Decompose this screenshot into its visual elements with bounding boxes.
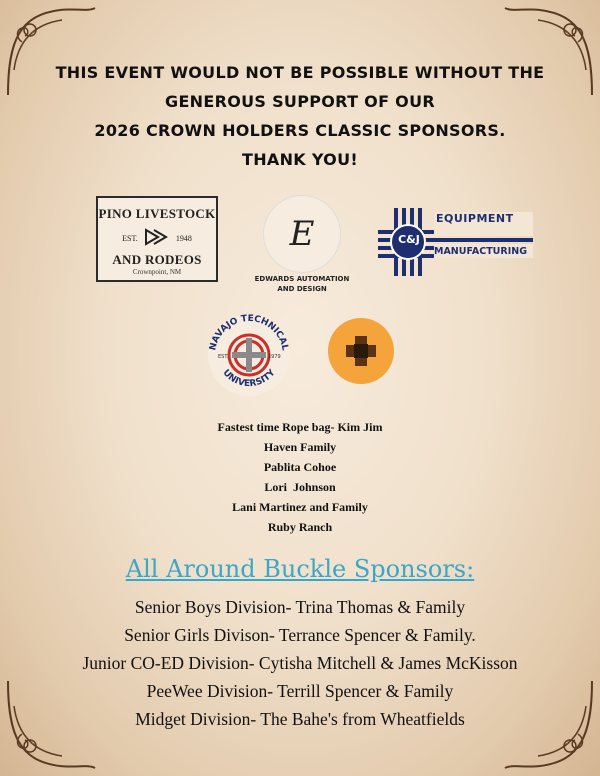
cj-word-manufacturing: MANUFACTURING	[434, 246, 527, 257]
ntu-est-label: EST.	[218, 354, 229, 360]
edwards-caption: EDWARDS AUTOMATION AND DESIGN	[254, 275, 350, 293]
list-item: PeeWee Division- Terrill Spencer & Family	[146, 681, 454, 701]
headline-line: GENEROUS SUPPORT OF OUR	[165, 92, 435, 111]
headline-line: THANK YOU!	[242, 150, 358, 169]
list-item: Lani Martinez and Family	[232, 500, 368, 514]
buckle-sponsors-title: All Around Buckle Sponsors:	[125, 555, 475, 583]
ntu-top-text: NAVAJO TECHNICAL	[208, 313, 290, 352]
list-item: Haven Family	[263, 440, 337, 454]
list-item: Fastest time Rope bag- Kim Jim	[217, 420, 383, 434]
ntu-bottom-text: UNIVERSITY	[220, 368, 278, 390]
pino-est-year: 1948	[175, 233, 192, 243]
headline-line: THIS EVENT WOULD NOT BE POSSIBLE WITHOUT THE	[55, 63, 545, 82]
edwards-automation-logo	[252, 196, 352, 296]
pino-est-label: EST.	[122, 233, 138, 243]
navajo-technical-university-seal	[206, 312, 292, 398]
list-item: Senior Boys Division- Trina Thomas & Family	[134, 597, 466, 617]
headline-line: 2026 CROWN HOLDERS CLASSIC SPONSORS.	[94, 121, 506, 140]
edwards-monogram: E	[264, 196, 340, 272]
list-item: Midget Division- The Bahe's from Wheatfields	[135, 709, 465, 729]
list-item: Senior Girls Divison- Terrance Spencer & Family.	[124, 625, 476, 645]
sponsor-list	[150, 417, 450, 537]
cj-word-equipment: EQUIPMENT	[436, 212, 514, 225]
cj-mark: C&J	[398, 233, 420, 246]
ntu-est-year: 1979	[268, 354, 281, 360]
pino-livestock-logo	[96, 196, 218, 282]
pino-logo-line1: PINO LIVESTOCK	[98, 206, 216, 221]
thank-you-headline	[40, 58, 560, 174]
division-sponsor-list	[20, 593, 580, 733]
list-item: Junior CO-ED Division- Cytisha Mitchell & James McKisson	[82, 653, 518, 673]
arrow-brand-icon	[144, 228, 170, 248]
list-item: Lori Johnson	[264, 480, 336, 494]
orange-zia-logo	[328, 318, 394, 384]
list-item: Pablita Cohoe	[263, 460, 337, 474]
pino-logo-line2: AND RODEOS	[112, 252, 202, 267]
pino-logo-location: Crownpoint, NM	[132, 268, 182, 276]
list-item: Ruby Ranch	[267, 520, 333, 534]
